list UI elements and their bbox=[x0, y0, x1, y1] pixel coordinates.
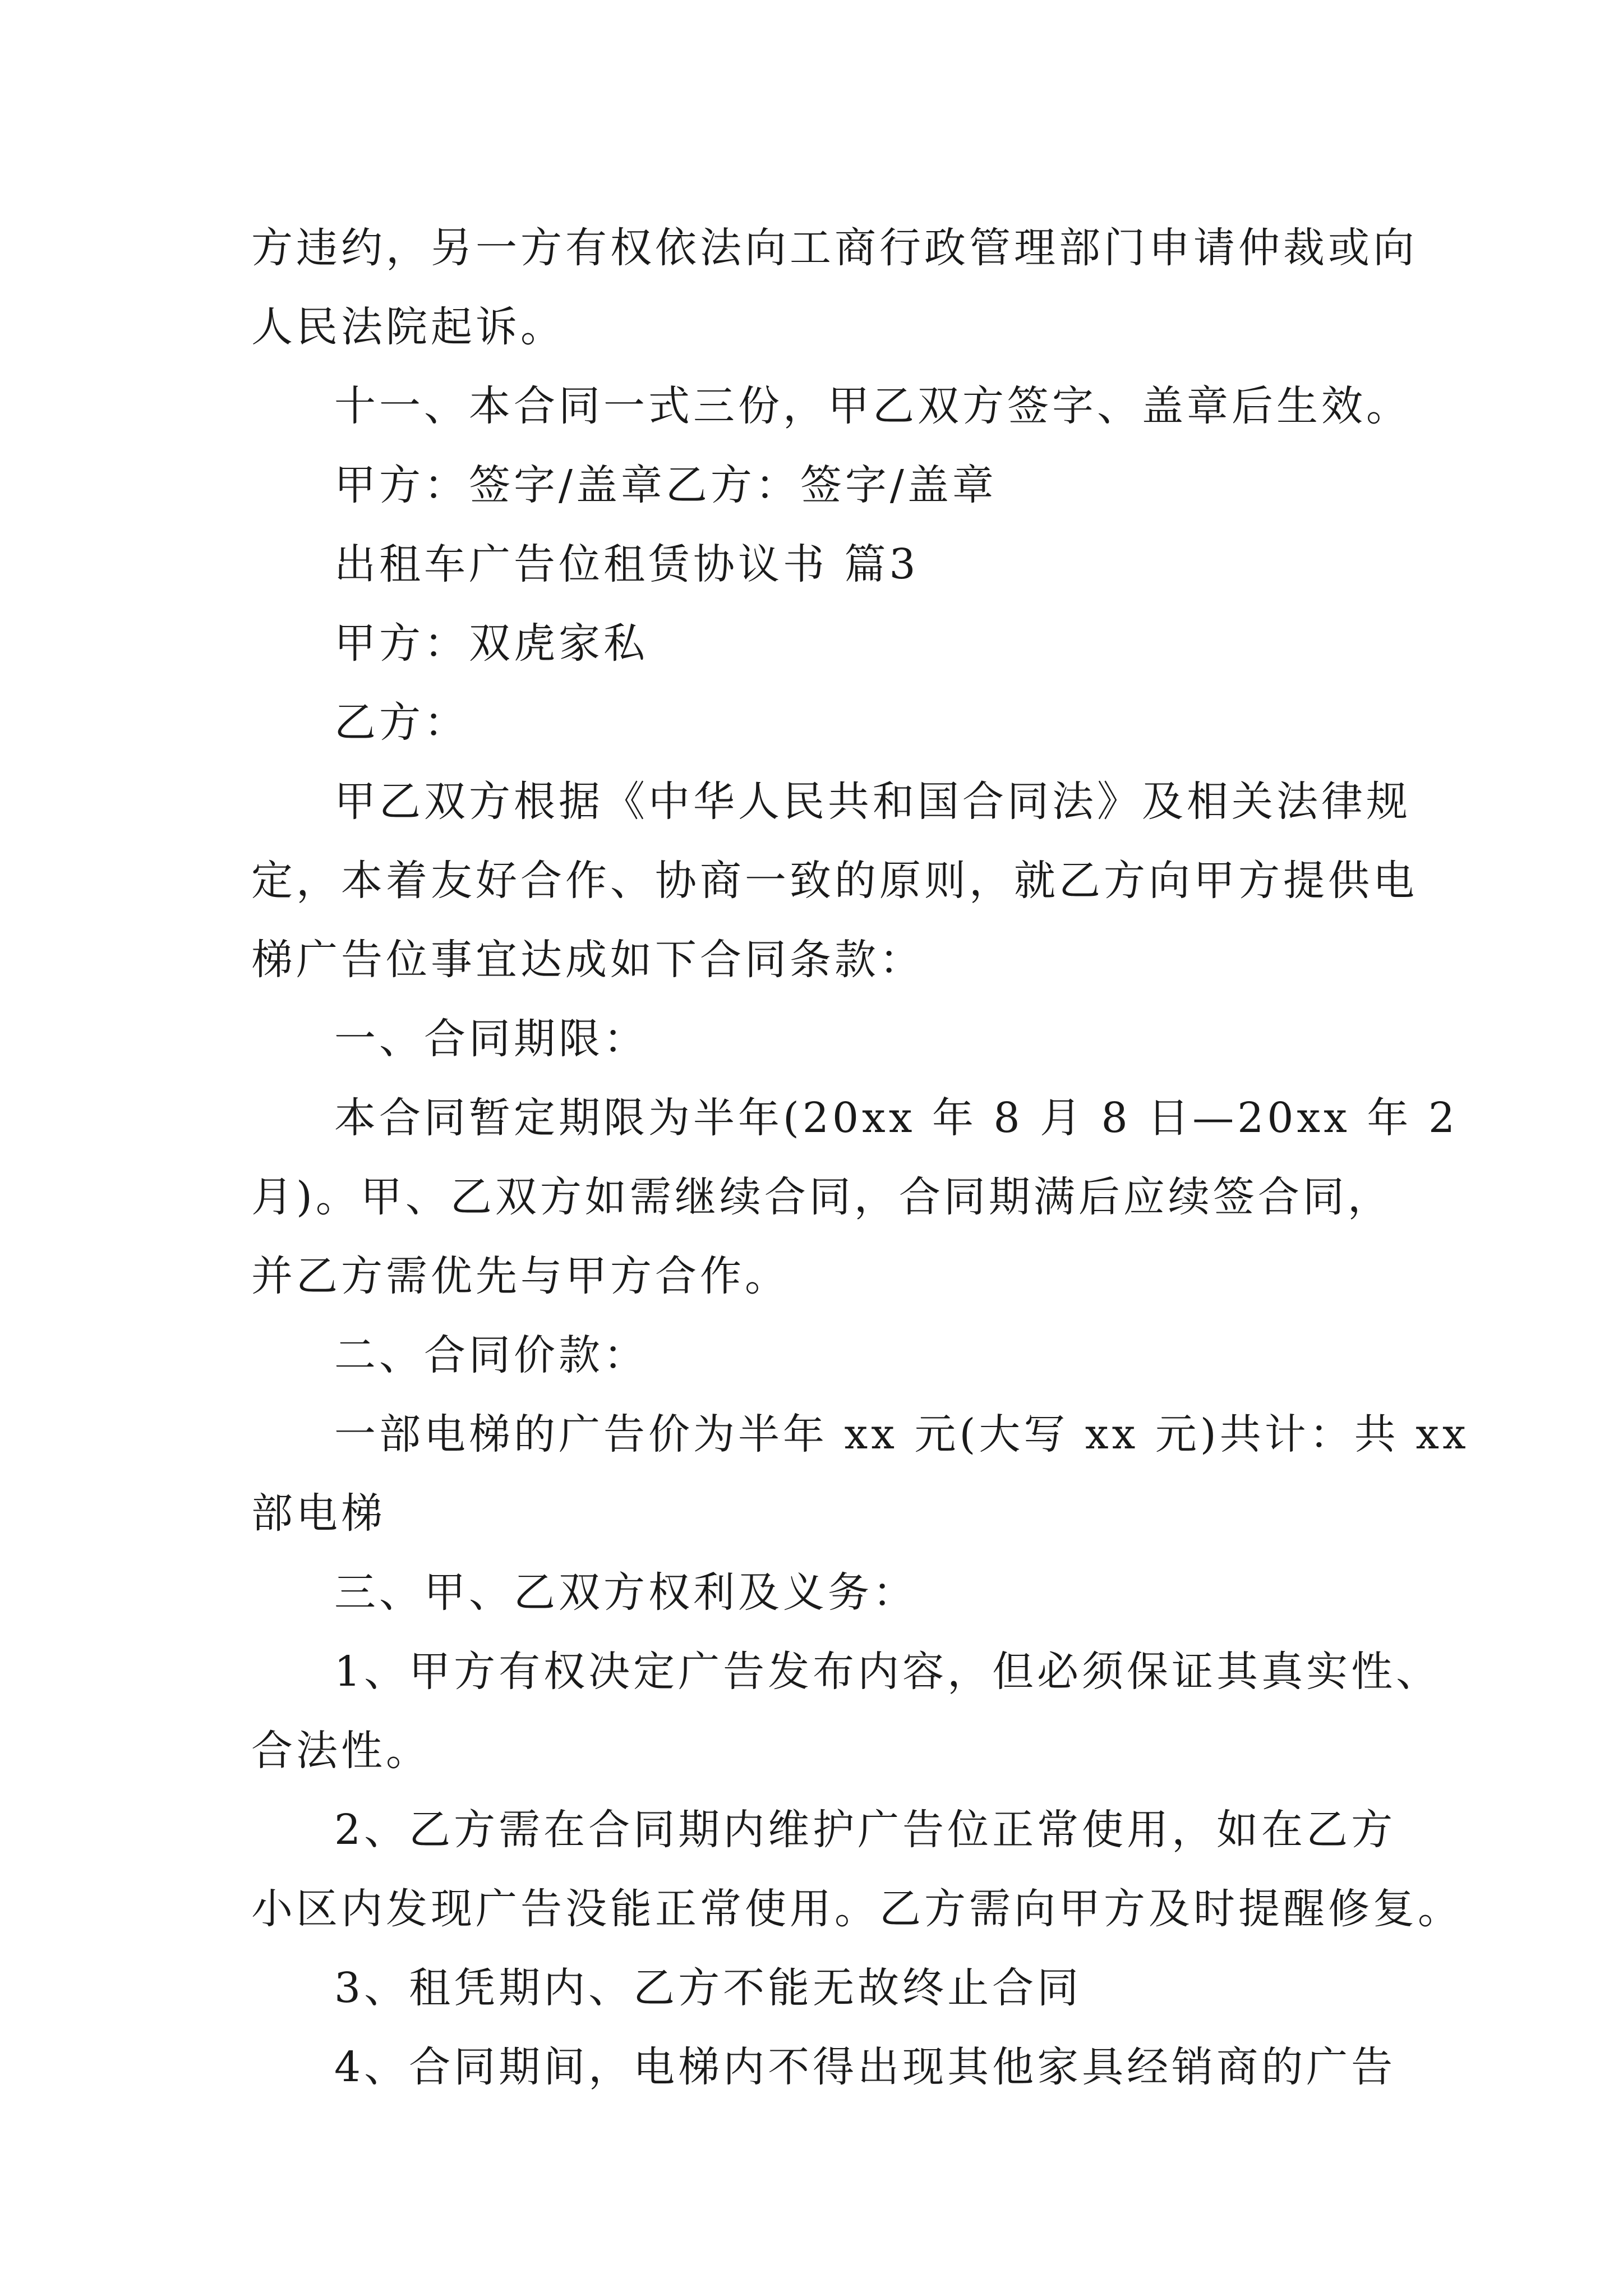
preamble-line: 定，本着友好合作、协商一致的原则，就乙方向甲方提供电 bbox=[251, 857, 1418, 905]
term-line: 月)。甲、乙双方如需继续合同，合同期满后应续签合同， bbox=[251, 1173, 1393, 1221]
rights-item-1: 1、甲方有权决定广告发布内容，但必须保证其真实性、 bbox=[334, 1648, 1441, 1696]
party-b: 乙方： bbox=[334, 698, 469, 747]
term-line: 本合同暂定期限为半年(20xx 年 8 月 8 日—20xx 年 2 bbox=[334, 1094, 1459, 1142]
rights-item-1-cont: 合法性。 bbox=[251, 1727, 431, 1775]
section-title: 出租车广告位租赁协议书 篇3 bbox=[334, 540, 919, 588]
term-line: 并乙方需优先与甲方合作。 bbox=[251, 1252, 790, 1300]
preamble-line: 梯广告位事宜达成如下合同条款： bbox=[251, 936, 924, 984]
price-line: 一部电梯的广告价为半年 xx 元(大写 xx 元)共计：共 xx bbox=[334, 1410, 1469, 1458]
text-line: 人民法院起诉。 bbox=[251, 303, 565, 351]
rights-item-2-cont: 小区内发现广告没能正常使用。乙方需向甲方及时提醒修复。 bbox=[251, 1885, 1463, 1933]
heading-price: 二、合同价款： bbox=[334, 1331, 648, 1379]
preamble-line: 甲乙双方根据《中华人民共和国合同法》及相关法律规 bbox=[334, 777, 1411, 826]
text-line: 方违约，另一方有权依法向工商行政管理部门申请仲裁或向 bbox=[251, 224, 1418, 272]
price-line: 部电梯 bbox=[251, 1489, 386, 1538]
rights-item-4: 4、合同期间，电梯内不得出现其他家具经销商的广告 bbox=[334, 2043, 1396, 2091]
party-a: 甲方：双虎家私 bbox=[334, 619, 648, 668]
rights-item-3: 3、租凭期内、乙方不能无故终止合同 bbox=[334, 1964, 1082, 2012]
signature-line: 甲方：签字/盖章乙方：签字/盖章 bbox=[334, 461, 997, 509]
heading-rights: 三、甲、乙双方权利及义务： bbox=[334, 1568, 917, 1617]
rights-item-2: 2、乙方需在合同期内维护广告位正常使用，如在乙方 bbox=[334, 1806, 1396, 1854]
clause-eleven: 十一、本合同一式三份，甲乙双方签字、盖章后生效。 bbox=[334, 382, 1411, 430]
document-body bbox=[251, 209, 1469, 2107]
heading-term: 一、合同期限： bbox=[334, 1015, 648, 1063]
